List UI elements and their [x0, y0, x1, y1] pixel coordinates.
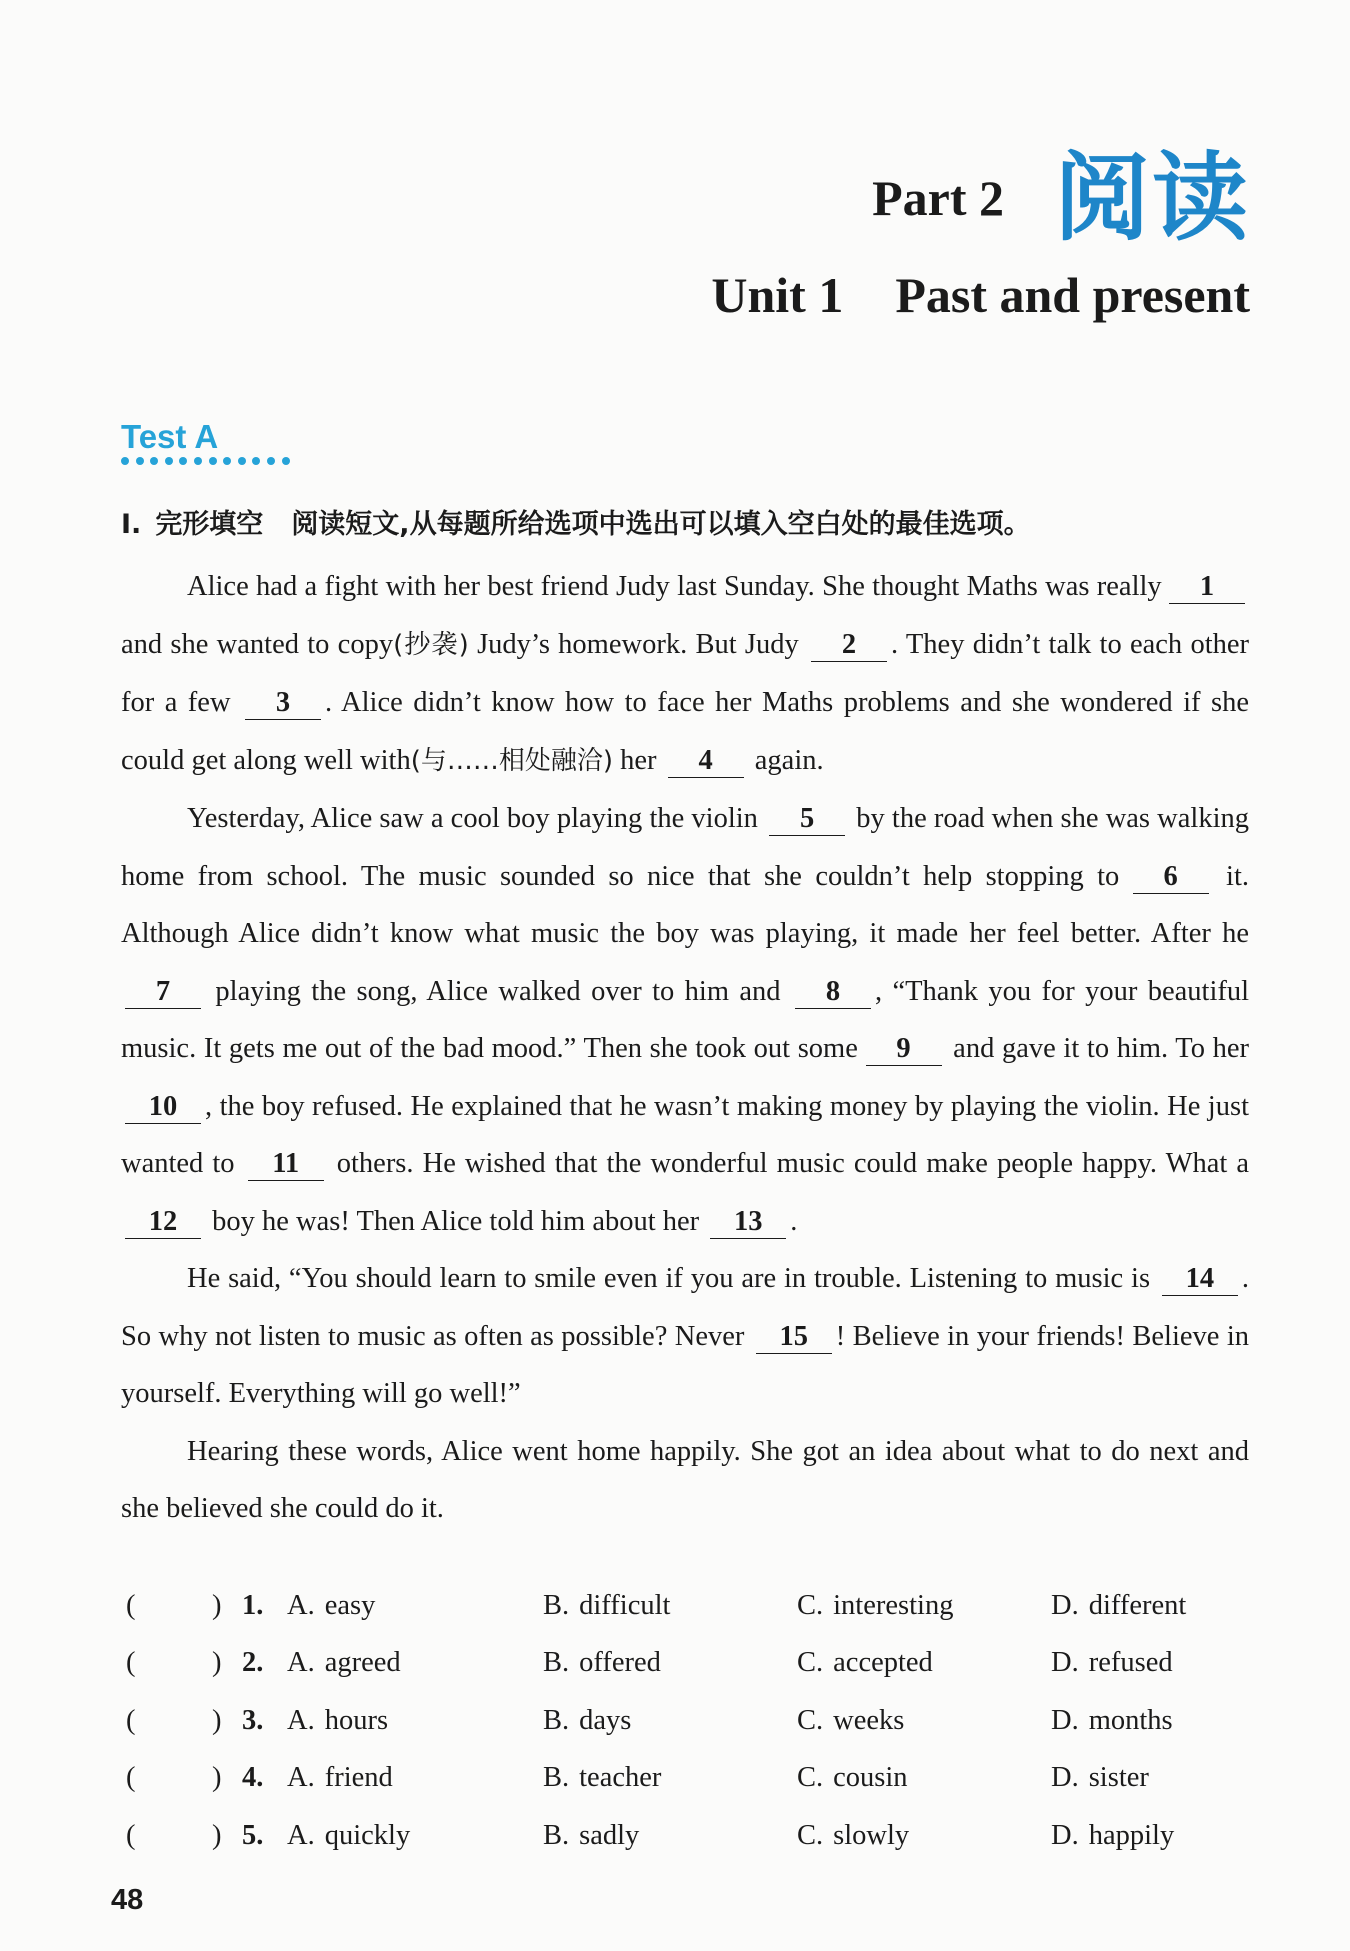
option-b: B. teacher	[543, 1762, 662, 1794]
part-title-chinese: 阅读	[1054, 142, 1250, 254]
option-b: B. days	[543, 1704, 632, 1736]
unit-title: Past and present	[895, 267, 1250, 323]
blank-1: 1	[1169, 571, 1245, 604]
section-dotted-underline	[121, 457, 290, 465]
exercise-instruction	[121, 502, 1251, 541]
blank-7: 7	[125, 976, 201, 1009]
question-number: 4.	[242, 1762, 264, 1794]
question-row	[126, 1762, 1256, 1819]
blank-10: 10	[125, 1091, 201, 1124]
option-b: B. sadly	[543, 1819, 640, 1851]
part-label: Part 2	[872, 170, 1004, 226]
answer-paren-right: )	[212, 1819, 222, 1851]
multiple-choice-options	[126, 1590, 1256, 1877]
option-d: D. different	[1051, 1590, 1187, 1621]
paragraph-2: Yesterday, Alice saw a cool boy playing the violin 5 by the road when she was walking home from school. The music sounded so nice that she couldn’t help stopping to 6 it. Although Alice didn’t know what music the boy was playing, it made her feel better. After he 7 playing the song, Alice walked over to him and 8 , “Thank you for your beautiful music. It gets me out of the bad mood.” Then she took out some 9 and gave it to him. To her 10 , the boy refused. He explained that he wasn’t making money by playing the violin. He just wanted to 11 others. He wished that the wonderful music could make people happy. What a 12 boy he was! Then Alice told him about her 13 .	[121, 803, 1250, 1237]
blank-6: 6	[1133, 861, 1209, 894]
question-row	[126, 1647, 1256, 1704]
option-b: B. offered	[543, 1647, 661, 1679]
option-c: C. interesting	[797, 1590, 954, 1621]
option-a: A. agreed	[287, 1647, 401, 1679]
answer-paren-right: )	[212, 1590, 222, 1621]
blank-13: 13	[710, 1206, 786, 1239]
question-number: 5.	[242, 1819, 264, 1851]
exercise-type: 完形填空	[155, 509, 264, 540]
question-row	[126, 1820, 1256, 1877]
unit-title-line	[711, 266, 1250, 324]
chapter-header	[711, 142, 1250, 324]
unit-number: Unit 1	[711, 267, 844, 323]
option-a: A. easy	[287, 1590, 376, 1621]
option-d: D. refused	[1051, 1647, 1173, 1679]
blank-14: 14	[1162, 1263, 1238, 1296]
option-a: A. friend	[287, 1762, 393, 1794]
answer-paren-left: (	[126, 1762, 136, 1794]
blank-11: 11	[248, 1148, 324, 1181]
question-row	[126, 1705, 1256, 1762]
question-row	[126, 1590, 1256, 1647]
page-number: 48	[111, 1884, 144, 1916]
option-d: D. months	[1051, 1704, 1173, 1736]
option-d: D. sister	[1051, 1762, 1149, 1794]
blank-4: 4	[668, 745, 744, 778]
option-a: A. quickly	[287, 1819, 411, 1851]
answer-paren-left: (	[126, 1819, 136, 1851]
answer-paren-right: )	[212, 1704, 222, 1736]
part-line	[711, 142, 1250, 254]
option-d: D. happily	[1051, 1819, 1175, 1851]
answer-paren-right: )	[212, 1647, 222, 1679]
blank-2: 2	[811, 629, 887, 662]
option-c: C. cousin	[797, 1762, 908, 1794]
paragraph-1: Alice had a fight with her best friend Judy last Sunday. She thought Maths was really 1 and she wanted to copy(抄袭) Judy’s homework. But Judy 2 . They didn’t talk to each other for a few 3 . Alice didn’t know how to face her Maths problems and she wondered if she could get along well with(与……相处融洽) her 4 again.	[121, 571, 1250, 776]
option-c: C. weeks	[797, 1704, 905, 1736]
paragraph-4: Hearing these words, Alice went home happily. She got an idea about what to do next and she believed she could do it.	[121, 1435, 1249, 1524]
paragraph-3: He said, “You should learn to smile even if you are in trouble. Listening to music is 14 . So why not listen to music as often as possible? Never 15 ! Believe in your friends! Believe in yourself. Everything will go well!”	[121, 1263, 1250, 1409]
answer-paren-left: (	[126, 1647, 136, 1679]
question-number: 1.	[242, 1590, 264, 1621]
blank-15: 15	[756, 1321, 832, 1354]
option-c: C. accepted	[797, 1647, 933, 1679]
answer-paren-right: )	[212, 1762, 222, 1794]
cloze-passage	[121, 558, 1249, 1538]
exercise-roman-number: Ⅰ.	[121, 509, 142, 540]
answer-paren-left: (	[126, 1590, 136, 1621]
answer-paren-left: (	[126, 1704, 136, 1736]
exercise-instruction-text: 阅读短文,从每题所给选项中选出可以填入空白处的最佳选项。	[291, 509, 1031, 540]
question-number: 3.	[242, 1704, 264, 1736]
blank-3: 3	[245, 687, 321, 720]
option-c: C. slowly	[797, 1819, 910, 1851]
option-a: A. hours	[287, 1704, 389, 1736]
option-b: B. difficult	[543, 1590, 671, 1621]
blank-9: 9	[866, 1033, 942, 1066]
question-number: 2.	[242, 1647, 264, 1679]
blank-5: 5	[769, 803, 845, 836]
blank-8: 8	[795, 976, 871, 1009]
section-tag: Test A	[121, 418, 219, 455]
blank-12: 12	[125, 1206, 201, 1239]
